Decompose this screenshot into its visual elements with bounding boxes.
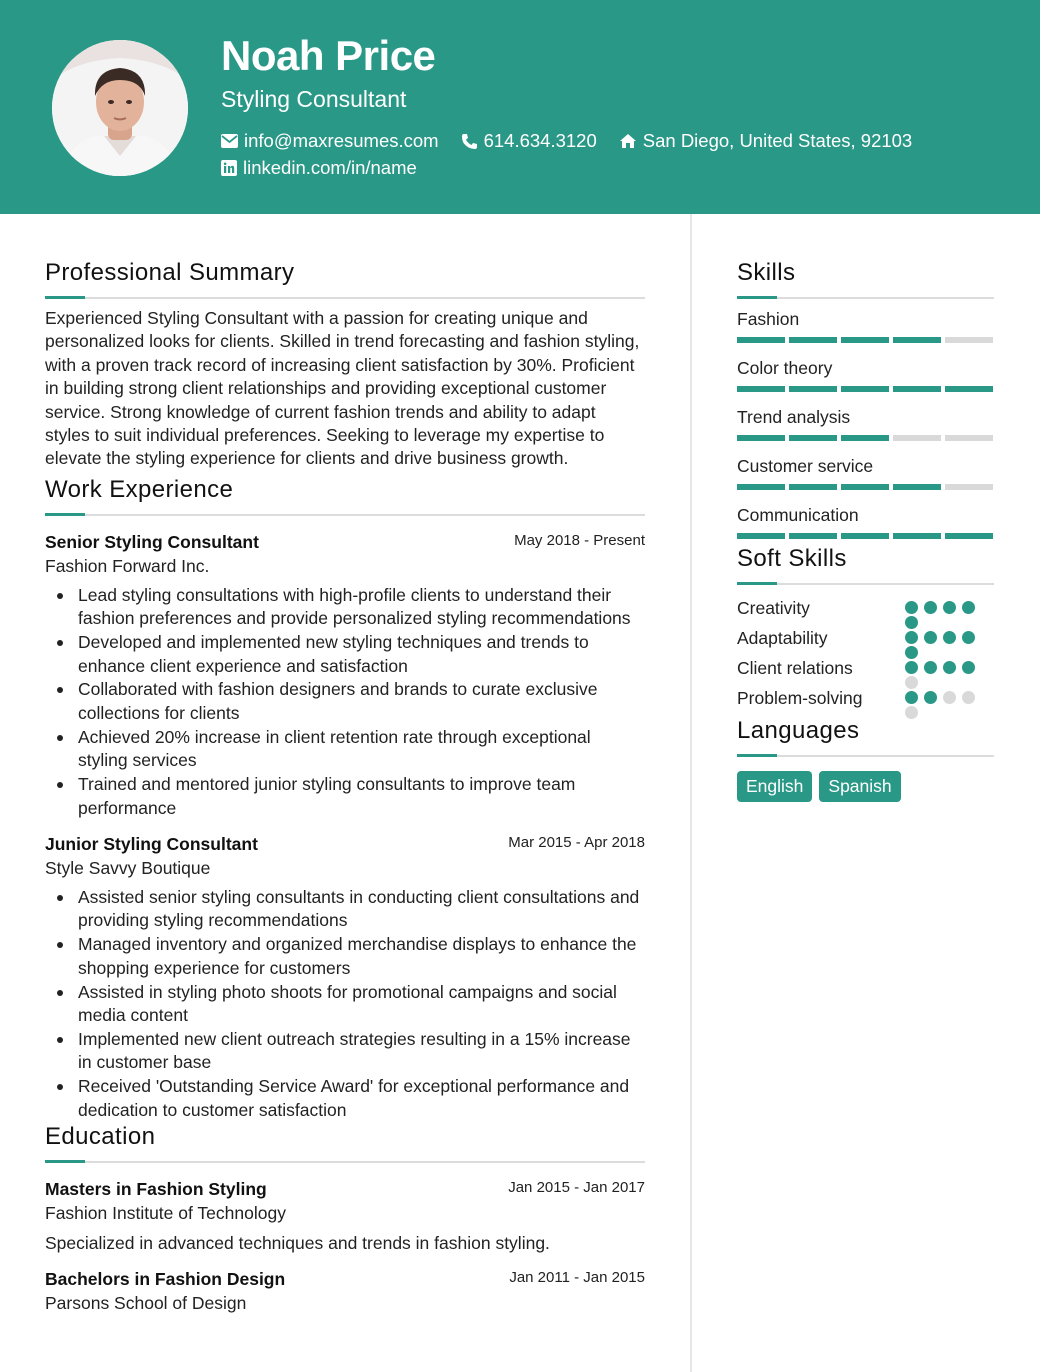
job-bullets <box>45 886 645 1122</box>
soft-skill-row <box>737 653 994 683</box>
rating-dot <box>905 601 918 614</box>
rating-dot <box>924 691 937 704</box>
bullet-item: Collaborated with fashion designers and brands to curate exclusive collections for clients <box>45 678 645 725</box>
envelope-icon <box>221 134 238 148</box>
bullet-item: Assisted senior styling consultants in conducting client consultations and providing styling recommendations <box>45 886 645 933</box>
soft-skills-list <box>737 593 994 713</box>
soft-skill-row <box>737 593 994 623</box>
education-heading: Education <box>45 1123 156 1151</box>
experience-heading: Work Experience <box>45 475 234 503</box>
section-divider <box>45 297 645 299</box>
rating-dot <box>943 691 956 704</box>
rating-dot <box>905 691 918 704</box>
main-column <box>45 256 645 1315</box>
contact-linkedin[interactable] <box>221 157 417 179</box>
bullet-item: Received 'Outstanding Service Award' for exceptional performance and dedication to customer satisfaction <box>45 1075 645 1122</box>
bullet-item: Developed and implemented new styling techniques and trends to enhance client experience and satisfaction <box>45 631 645 678</box>
skill-level-segment <box>945 533 993 539</box>
job-entry <box>45 530 645 820</box>
contact-row-secondary <box>221 157 439 179</box>
education-date: Jan 2015 - Jan 2017 <box>508 1179 645 1197</box>
soft-skill-rating <box>905 691 975 704</box>
skill-name: Trend analysis <box>737 407 851 427</box>
skill-level-segment <box>945 337 993 343</box>
contact-phone[interactable] <box>461 130 597 152</box>
bullet-item: Lead styling consultations with high-profile clients to understand their fashion preferences and provide personalized styling recommendations <box>45 584 645 631</box>
person-photo-icon <box>52 40 188 176</box>
soft-skill-name: Problem-solving <box>737 688 863 708</box>
profile-photo <box>52 40 188 176</box>
soft-skill-rating <box>905 601 975 614</box>
soft-skills-heading: Soft Skills <box>737 545 847 572</box>
skill-level-bar <box>737 435 994 441</box>
contact-row-primary <box>221 130 934 152</box>
education-section <box>45 1120 645 1315</box>
contact-location <box>619 130 912 152</box>
skill-level-segment <box>841 337 889 343</box>
rating-dot <box>924 631 937 644</box>
summary-section <box>45 256 645 471</box>
section-divider <box>45 1161 645 1163</box>
skill-level-segment <box>737 337 785 343</box>
candidate-role: Styling Consultant <box>221 86 407 112</box>
degree-title: Bachelors in Fashion Design <box>45 1269 286 1290</box>
skill-name: Customer service <box>737 456 874 476</box>
rating-dot <box>943 661 956 674</box>
skill-level-bar <box>737 533 994 539</box>
rating-dot <box>905 706 918 719</box>
soft-skill-row <box>737 623 994 653</box>
side-column <box>737 256 994 802</box>
skill-level-segment <box>789 533 837 539</box>
skill-level-bar <box>737 484 994 490</box>
skill-name: Fashion <box>737 309 800 329</box>
bullet-item: Achieved 20% increase in client retention rate through exceptional styling services <box>45 726 645 773</box>
contact-email[interactable] <box>221 130 439 152</box>
language-tag: English <box>737 771 812 802</box>
bullet-item: Implemented new client outreach strategies resulting in a 15% increase in customer base <box>45 1028 645 1075</box>
skill-level-segment <box>841 533 889 539</box>
soft-skill-rating <box>905 631 975 644</box>
soft-skill-name: Client relations <box>737 658 853 678</box>
email-text: info@maxresumes.com <box>244 130 439 151</box>
skill-level-segment <box>789 484 837 490</box>
skill-level-segment <box>893 484 941 490</box>
skill-level-segment <box>945 386 993 392</box>
skill-level-segment <box>789 435 837 441</box>
candidate-name: Noah Price <box>221 32 436 79</box>
job-company: Fashion Forward Inc. <box>45 555 210 576</box>
skill-name: Communication <box>737 505 859 525</box>
job-entry <box>45 832 645 1122</box>
skill-level-bar <box>737 337 994 343</box>
rating-dot <box>962 691 975 704</box>
soft-skills-section <box>737 542 994 713</box>
soft-skill-name: Creativity <box>737 598 810 618</box>
languages-list <box>737 771 994 802</box>
skill-level-segment <box>893 337 941 343</box>
soft-skill-row <box>737 683 994 713</box>
linkedin-text: linkedin.com/in/name <box>243 157 417 178</box>
section-divider <box>45 514 645 516</box>
bullet-item: Trained and mentored junior styling consultants to improve team performance <box>45 773 645 820</box>
skill-level-segment <box>841 386 889 392</box>
skill-level-segment <box>893 533 941 539</box>
phone-icon <box>461 133 478 150</box>
job-date: May 2018 - Present <box>514 531 645 549</box>
skill-level-segment <box>737 435 785 441</box>
summary-heading: Professional Summary <box>45 259 295 286</box>
skill-level-segment <box>737 533 785 539</box>
resume-header <box>0 0 1040 214</box>
bullet-item: Assisted in styling photo shoots for promotional campaigns and social media content <box>45 981 645 1028</box>
location-text: San Diego, United States, 92103 <box>642 130 913 151</box>
skill-name: Color theory <box>737 358 833 378</box>
job-bullets <box>45 584 645 820</box>
phone-text: 614.634.3120 <box>483 130 597 151</box>
skill-level-segment <box>893 435 941 441</box>
skills-list <box>737 307 994 539</box>
rating-dot <box>962 631 975 644</box>
rating-dot <box>924 601 937 614</box>
job-company: Style Savvy Boutique <box>45 857 211 878</box>
rating-dot <box>924 661 937 674</box>
degree-title: Masters in Fashion Styling <box>45 1179 267 1200</box>
language-tag: Spanish <box>819 771 900 802</box>
skill-level-segment <box>841 484 889 490</box>
skills-heading: Skills <box>737 259 796 286</box>
skill-level-segment <box>789 386 837 392</box>
education-entry <box>45 1267 645 1315</box>
skill-level-segment <box>737 484 785 490</box>
languages-section <box>737 714 994 802</box>
education-description: Specialized in advanced techniques and trends in fashion styling. <box>45 1233 550 1254</box>
job-title: Junior Styling Consultant <box>45 833 258 854</box>
school-name: Fashion Institute of Technology <box>45 1203 286 1224</box>
skill-level-segment <box>789 337 837 343</box>
section-divider <box>737 583 994 585</box>
job-title: Senior Styling Consultant <box>45 531 259 552</box>
rating-dot <box>962 601 975 614</box>
skills-section <box>737 256 994 539</box>
home-icon <box>619 133 637 149</box>
experience-section <box>45 473 645 1122</box>
skill-level-segment <box>945 484 993 490</box>
soft-skill-rating <box>905 661 975 674</box>
bullet-item: Managed inventory and organized merchandise displays to enhance the shopping experience for customers <box>45 933 645 980</box>
rating-dot <box>905 661 918 674</box>
skill-level-segment <box>737 386 785 392</box>
skill-level-segment <box>893 386 941 392</box>
section-divider <box>737 755 994 757</box>
rating-dot <box>962 661 975 674</box>
linkedin-icon <box>221 160 237 176</box>
skill-level-bar <box>737 386 994 392</box>
school-name: Parsons School of Design <box>45 1293 247 1314</box>
languages-heading: Languages <box>737 717 860 744</box>
summary-text: Experienced Styling Consultant with a passion for creating unique and personalized looks for clients. Skilled in trend forecasting and fashion styling, with a proven track record of increasing client satisfaction by 30%. Proficient in building strong client relationships and providing exceptional customer service. Strong knowledge of current fashion trends and ability to adapt styles to suit individual preferences. Seeking to leverage my expertise to elevate the styling experience for clients and drive business growth. <box>45 308 640 469</box>
education-entry <box>45 1177 645 1255</box>
rating-dot <box>943 631 956 644</box>
rating-dot <box>905 631 918 644</box>
soft-skill-name: Adaptability <box>737 628 828 648</box>
education-date: Jan 2011 - Jan 2015 <box>509 1269 645 1287</box>
rating-dot <box>943 601 956 614</box>
job-date: Mar 2015 - Apr 2018 <box>508 833 645 851</box>
skill-level-segment <box>945 435 993 441</box>
section-divider <box>737 297 994 299</box>
skill-level-segment <box>841 435 889 441</box>
column-divider <box>690 214 692 1372</box>
